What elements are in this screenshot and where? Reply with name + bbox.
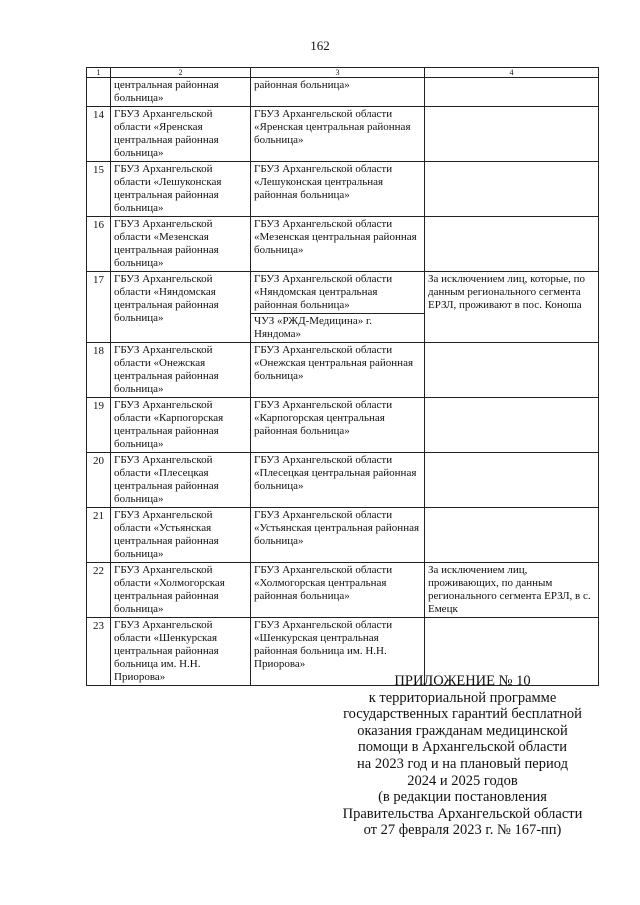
appendix-line: от 27 февраля 2023 г. № 167-пп) — [363, 822, 562, 839]
row-number: 23 — [87, 618, 111, 686]
table-row — [87, 107, 599, 162]
row-number: 19 — [87, 398, 111, 453]
table-row — [87, 78, 599, 107]
medical-unit: ГБУЗ Архангельской области «Карпогорская центральная районная больница» — [251, 398, 425, 453]
column-header: 1 — [87, 68, 111, 78]
note — [425, 107, 599, 162]
row-number: 18 — [87, 343, 111, 398]
medical-unit: ГБУЗ Архангельской области «Мезенская центральная районная больница» — [251, 217, 425, 272]
appendix-line: государственных гарантий бесплатной — [343, 706, 582, 723]
organization-name: ГБУЗ Архангельской области «Няндомская центральная районная больница» — [111, 272, 251, 343]
row-number: 21 — [87, 508, 111, 563]
table-row — [87, 563, 599, 618]
appendix-line: на 2023 год и на плановый период — [357, 755, 568, 772]
appendix-line: к территориальной программе — [368, 689, 557, 706]
medical-unit-item: ГБУЗ Архангельской области «Няндомская центральная районная больница» — [254, 273, 393, 311]
table-body — [87, 78, 599, 686]
organization-name: ГБУЗ Архангельской области «Плесецкая центральная районная больница» — [111, 453, 251, 508]
note — [425, 343, 599, 398]
organization-name: ГБУЗ Архангельской области «Мезенская центральная районная больница» — [111, 217, 251, 272]
medical-unit: ГБУЗ Архангельской области «Шенкурская центральная районная больница им. Н.Н. Приорова» — [251, 618, 425, 686]
row-number: 14 — [87, 107, 111, 162]
note — [425, 508, 599, 563]
medical-unit-item: ЧУЗ «РЖД-Медицина» г. Няндома» — [251, 313, 424, 342]
table-header-row — [87, 68, 599, 78]
medical-unit: ГБУЗ Архангельской области «Плесецкая центральная районная больница» — [251, 453, 425, 508]
appendix-line: оказания гражданам медицинской — [357, 722, 568, 739]
organization-name: ГБУЗ Архангельской области «Устьянская центральная районная больница» — [111, 508, 251, 563]
appendix-line: 2024 и 2025 годов — [407, 772, 518, 789]
row-number: 15 — [87, 162, 111, 217]
row-number: 22 — [87, 563, 111, 618]
organization-name: ГБУЗ Архангельской области «Карпогорская центральная районная больница» — [111, 398, 251, 453]
table-row — [87, 162, 599, 217]
organization-name: ГБУЗ Архангельской области «Шенкурская центральная районная больница им. Н.Н. Приорова» — [111, 618, 251, 686]
organization-name: ГБУЗ Архангельской области «Яренская центральная районная больница» — [111, 107, 251, 162]
organization-name: ГБУЗ Архангельской области «Лешуконская центральная районная больница» — [111, 162, 251, 217]
row-number: 20 — [87, 453, 111, 508]
medical-unit: ГБУЗ Архангельской области «Холмогорская центральная районная больница» — [251, 563, 425, 618]
appendix-line: помощи в Архангельской области — [357, 739, 568, 756]
organization-name: центральная районная больница» — [111, 78, 251, 107]
note — [425, 398, 599, 453]
table-row — [87, 453, 599, 508]
note — [425, 453, 599, 508]
medical-unit: районная больница» — [251, 78, 425, 107]
column-header: 3 — [251, 68, 425, 78]
column-header: 4 — [425, 68, 599, 78]
medical-unit: ГБУЗ Архангельской области «Онежская центральная районная больница» — [251, 343, 425, 398]
row-number: 16 — [87, 217, 111, 272]
note — [425, 217, 599, 272]
medical-unit: ГБУЗ Архангельской области «Устьянская центральная районная больница» — [251, 508, 425, 563]
note — [425, 162, 599, 217]
organization-name: ГБУЗ Архангельской области «Онежская центральная районная больница» — [111, 343, 251, 398]
column-header: 2 — [111, 68, 251, 78]
note: За исключением лиц, проживающих, по данным регионального сегмента ЕРЗЛ, в с. Емецк — [425, 563, 599, 618]
hospital-table — [86, 67, 599, 686]
row-number — [87, 78, 111, 107]
table-row — [87, 398, 599, 453]
medical-unit: ГБУЗ Архангельской области «Яренская центральная районная больница» — [251, 107, 425, 162]
table-row — [87, 343, 599, 398]
page-number: 162 — [310, 38, 330, 53]
table-row — [87, 272, 599, 343]
table-row — [87, 508, 599, 563]
table-row — [87, 217, 599, 272]
appendix-heading — [300, 673, 625, 839]
row-number: 17 — [87, 272, 111, 343]
medical-unit: ГБУЗ Архангельской области «Лешуконская центральная районная больница» — [251, 162, 425, 217]
organization-name: ГБУЗ Архангельской области «Холмогорская центральная районная больница» — [111, 563, 251, 618]
note — [425, 78, 599, 107]
appendix-line: ПРИЛОЖЕНИЕ № 10 — [394, 673, 531, 689]
appendix-line: Правительства Архангельской области — [342, 805, 583, 822]
appendix-line: (в редакции постановления — [378, 789, 547, 806]
medical-unit — [251, 272, 425, 343]
note: За исключением лиц, которые, по данным регионального сегмента ЕРЗЛ, проживают в пос. Коноша — [425, 272, 599, 343]
